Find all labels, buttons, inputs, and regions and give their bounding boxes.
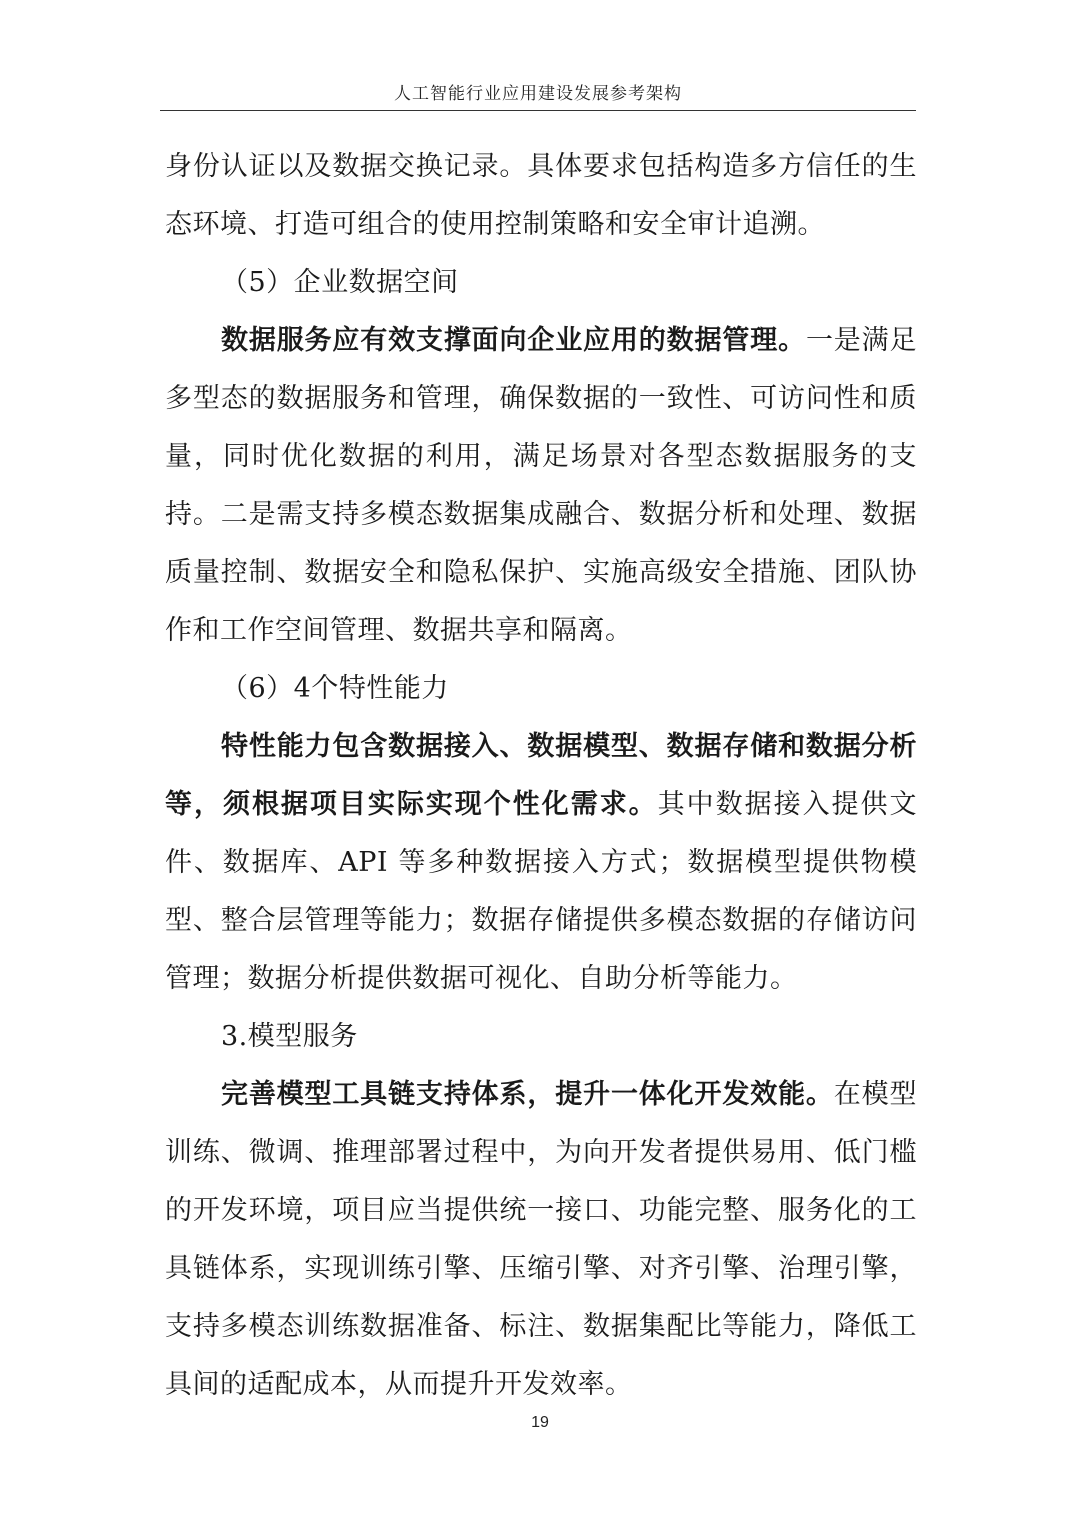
paragraph-lead-sentence: 完善模型工具链支持体系，提升一体化开发效能。 [221,1079,834,1110]
paragraph-lead-sentence: 数据服务应有效支撑面向企业应用的数据管理。 [221,325,806,356]
paragraph-data-service [165,312,917,660]
paragraph-feature-capabilities [165,718,917,1008]
paragraph-body-text: 在模型训练、微调、推理部署过程中，为向开发者提供易用、低门槛的开发环境，项目应当提供统一接口、功能完整、服务化的工具链体系，实现训练引擎、压缩引擎、对齐引擎、治理引擎，支持多模态训练数据准备、标注、数据集配比等能力，降低工具间的适配成本，从而提升开发效率。 [165,1079,918,1400]
paragraph-continuation: 身份认证以及数据交换记录。具体要求包括构造多方信任的生态环境、打造可组合的使用控制策略和安全审计追溯。 [165,151,917,240]
paragraph-body-text: 其中数据接入提供文件、数据库、API 等多种数据接入方式；数据模型提供物模型、整合层管理等能力；数据存储提供多模态数据的存储访问管理；数据分析提供数据可视化、自助分析等能力。 [165,789,918,994]
running-header: 人工智能行业应用建设发展参考架构 [160,84,916,111]
paragraph-model-toolchain [165,1066,917,1414]
page-body [165,138,917,1414]
section-heading-model-service: 3.模型服务 [221,1021,358,1052]
section-heading-5: （5）企业数据空间 [221,267,459,298]
section-heading-6: （6）4个特性能力 [221,673,449,704]
paragraph-body-text: 一是满足多型态的数据服务和管理，确保数据的一致性、可访问性和质量，同时优化数据的利用，满足场景对各型态数据服务的支持。二是需支持多模态数据集成融合、数据分析和处理、数据质量控制、数据安全和隐私保护、实施高级安全措施、团队协作和工作空间管理、数据共享和隔离。 [165,325,918,646]
page-number: 19 [531,1414,549,1431]
paragraph-lead-sentence: 特性能力包含数据接入、数据模型、数据存储和数据分析等，须根据项目实际实现个性化需求。 [165,731,917,820]
